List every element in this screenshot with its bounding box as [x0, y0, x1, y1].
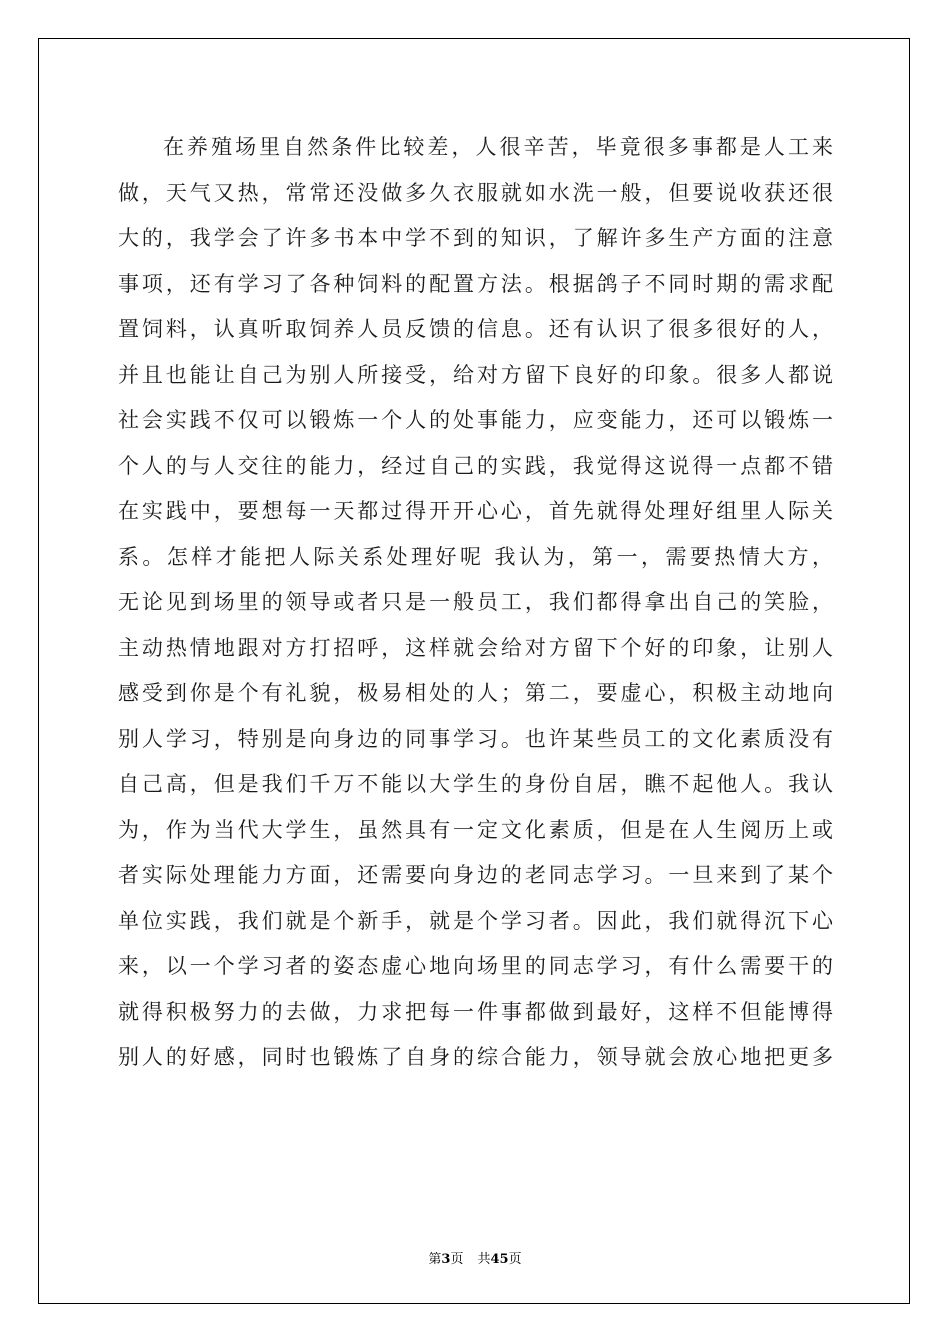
body-text [118, 125, 833, 1081]
total-suffix: 页 [508, 1252, 522, 1267]
text-line: 并且也能让自己为别人所接受，给对方留下良好的印象。很多人都说 [118, 362, 833, 387]
page-prefix: 第 [428, 1252, 442, 1267]
page-number: 3 [441, 1252, 451, 1267]
text-line: 在实践中，要想每一天都过得开开心心，首先就得处理好组里人际关 [118, 499, 833, 523]
text-line: 自己高，但是我们千万不能以大学生的身份自居，瞧不起他人。我认 [118, 772, 833, 796]
text-line: 大的，我学会了许多书本中学不到的知识，了解许多生产方面的注意 [118, 226, 833, 250]
page-suffix: 页 [450, 1252, 464, 1267]
text-line: 别人学习，特别是向身边的同事学习。也许某些员工的文化素质没有 [118, 726, 833, 751]
text-line: 单位实践，我们就是个新手，就是个学习者。因此，我们就得沉下心 [118, 908, 833, 933]
text-line: 为，作为当代大学生，虽然具有一定文化素质，但是在人生阅历上或 [118, 817, 833, 842]
text-line: 社会实践不仅可以锻炼一个人的处事能力，应变能力，还可以锻炼一 [118, 408, 833, 432]
text-line: 感受到你是个有礼貌，极易相处的人；第二，要虚心，积极主动地向 [118, 681, 833, 705]
text-line: 系。怎样才能把人际关系处理好呢 我认为，第一，需要热情大方， [118, 544, 833, 569]
text-line: 就得积极努力的去做，力求把每一件事都做到最好，这样不但能博得 [118, 999, 833, 1024]
text-line: 者实际处理能力方面，还需要向身边的老同志学习。一旦来到了某个 [118, 863, 833, 887]
text-line: 事项，还有学习了各种饲料的配置方法。根据鸽子不同时期的需求配 [118, 271, 833, 296]
text-line: 无论见到场里的领导或者只是一般员工，我们都得拿出自己的笑脸， [118, 590, 833, 614]
total-pages: 45 [490, 1252, 509, 1267]
text-line: 别人的好感，同时也锻炼了自身的综合能力，领导就会放心地把更多 [118, 1045, 833, 1069]
text-line: 来，以一个学习者的姿态虚心地向场里的同志学习，有什么需要干的 [118, 954, 833, 978]
text-line: 在养殖场里自然条件比较差，人很辛苦，毕竟很多事都是人工来 [163, 135, 833, 159]
total-prefix: 共 [477, 1252, 491, 1267]
text-line: 做，天气又热，常常还没做多久衣服就如水洗一般，但要说收获还很 [118, 180, 833, 205]
page-footer [0, 1248, 950, 1267]
text-line: 主动热情地跟对方打招呼，这样就会给对方留下个好的印象，让别人 [118, 635, 833, 660]
text-line: 置饲料，认真听取饲养人员反馈的信息。还有认识了很多很好的人， [118, 317, 833, 341]
text-line: 个人的与人交往的能力，经过自己的实践，我觉得这说得一点都不错 [118, 453, 833, 478]
